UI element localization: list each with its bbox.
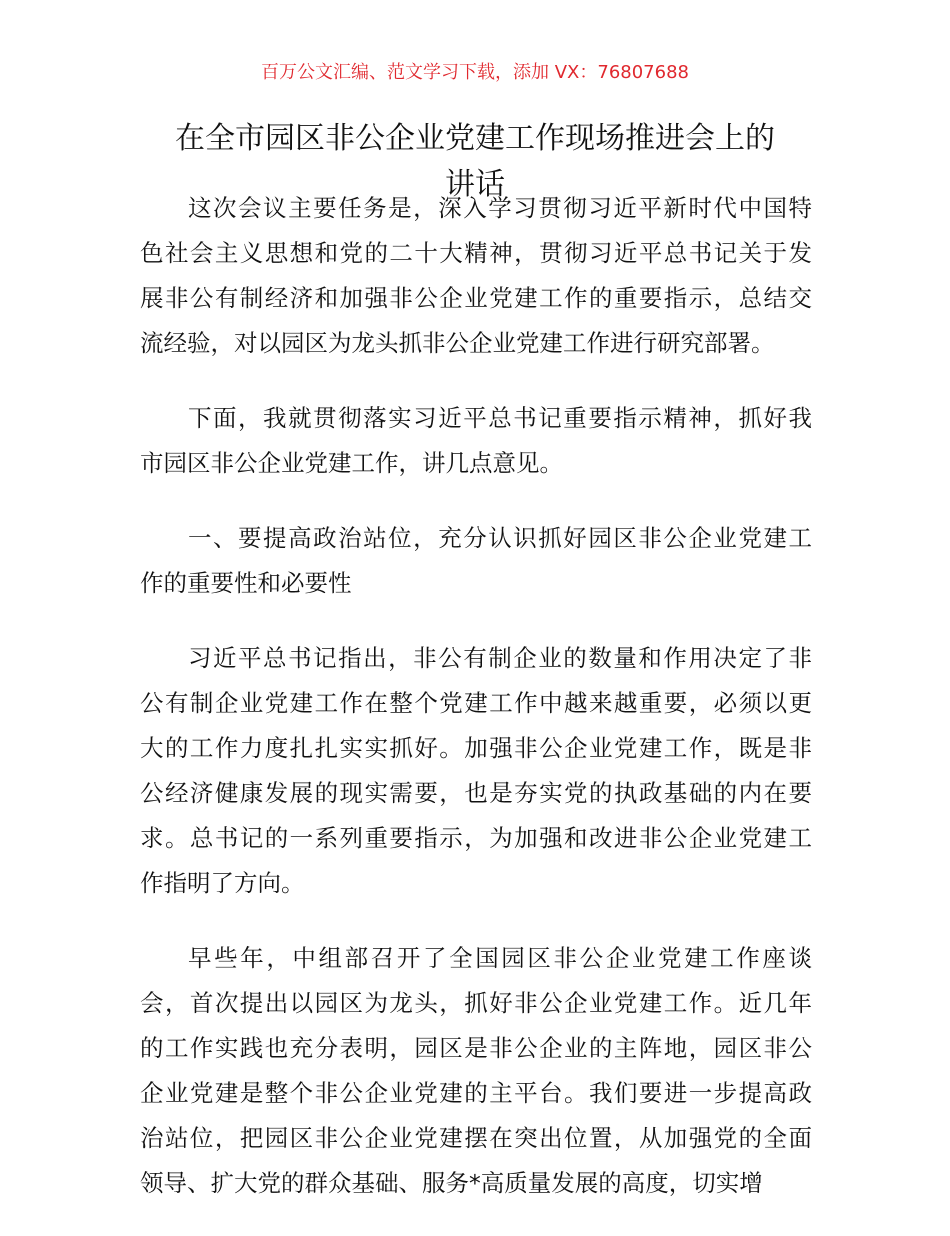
paragraph-line: 公经济健康发展的现实需要，也是夯实党的执政基础的内在要 [140, 779, 812, 807]
paragraph-line: 的工作实践也充分表明，园区是非公企业的主阵地，园区非公 [140, 1034, 812, 1062]
watermark-header: 百万公文汇编、范文学习下载，添加 VX：76807688 [261, 62, 689, 83]
paragraph-line: 下面，我就贯彻落实习近平总书记重要指示精神，抓好我 [188, 404, 812, 432]
paragraph-line: 市园区非公企业党建工作，讲几点意见。 [140, 449, 563, 477]
document-body [140, 186, 812, 1236]
paragraph-line: 大的工作力度扎扎实实抓好。加强非公企业党建工作，既是非 [140, 734, 812, 762]
paragraph-line: 早些年，中组部召开了全国园区非公企业党建工作座谈 [188, 944, 812, 972]
paragraph-line: 作指明了方向。 [140, 869, 305, 897]
paragraph-line: 这次会议主要任务是，深入学习贯彻习近平新时代中国特 [188, 194, 812, 222]
paragraph-line: 治站位，把园区非公企业党建摆在突出位置，从加强党的全面 [140, 1124, 812, 1152]
paragraph-line: 流经验，对以园区为龙头抓非公企业党建工作进行研究部署。 [140, 329, 775, 357]
paragraph [140, 936, 812, 1206]
paragraph-line: 一、要提高政治站位，充分认识抓好园区非公企业党建工 [188, 524, 812, 552]
paragraph-line: 会，首次提出以园区为龙头，抓好非公企业党建工作。近几年 [140, 989, 812, 1017]
paragraph-line: 展非公有制经济和加强非公企业党建工作的重要指示，总结交 [140, 284, 812, 312]
paragraph [140, 396, 812, 486]
paragraph-line: 色社会主义思想和党的二十大精神，贯彻习近平总书记关于发 [140, 239, 812, 267]
paragraph [140, 636, 812, 906]
title-line: 讲话 [445, 167, 505, 202]
paragraph [140, 516, 812, 606]
paragraph-line: 企业党建是整个非公企业党建的主平台。我们要进一步提高政 [140, 1079, 812, 1107]
paragraph-line: 领导、扩大党的群众基础、服务*高质量发展的高度，切实增 [140, 1169, 763, 1197]
paragraph [140, 186, 812, 366]
paragraph-line: 公有制企业党建工作在整个党建工作中越来越重要，必须以更 [140, 689, 812, 717]
title-line: 在全市园区非公企业党建工作现场推进会上的 [175, 121, 775, 156]
paragraph-line: 习近平总书记指出，非公有制企业的数量和作用决定了非 [188, 644, 812, 672]
paragraph-line: 求。总书记的一系列重要指示，为加强和改进非公企业党建工 [140, 824, 812, 852]
paragraph-line: 作的重要性和必要性 [140, 569, 352, 597]
